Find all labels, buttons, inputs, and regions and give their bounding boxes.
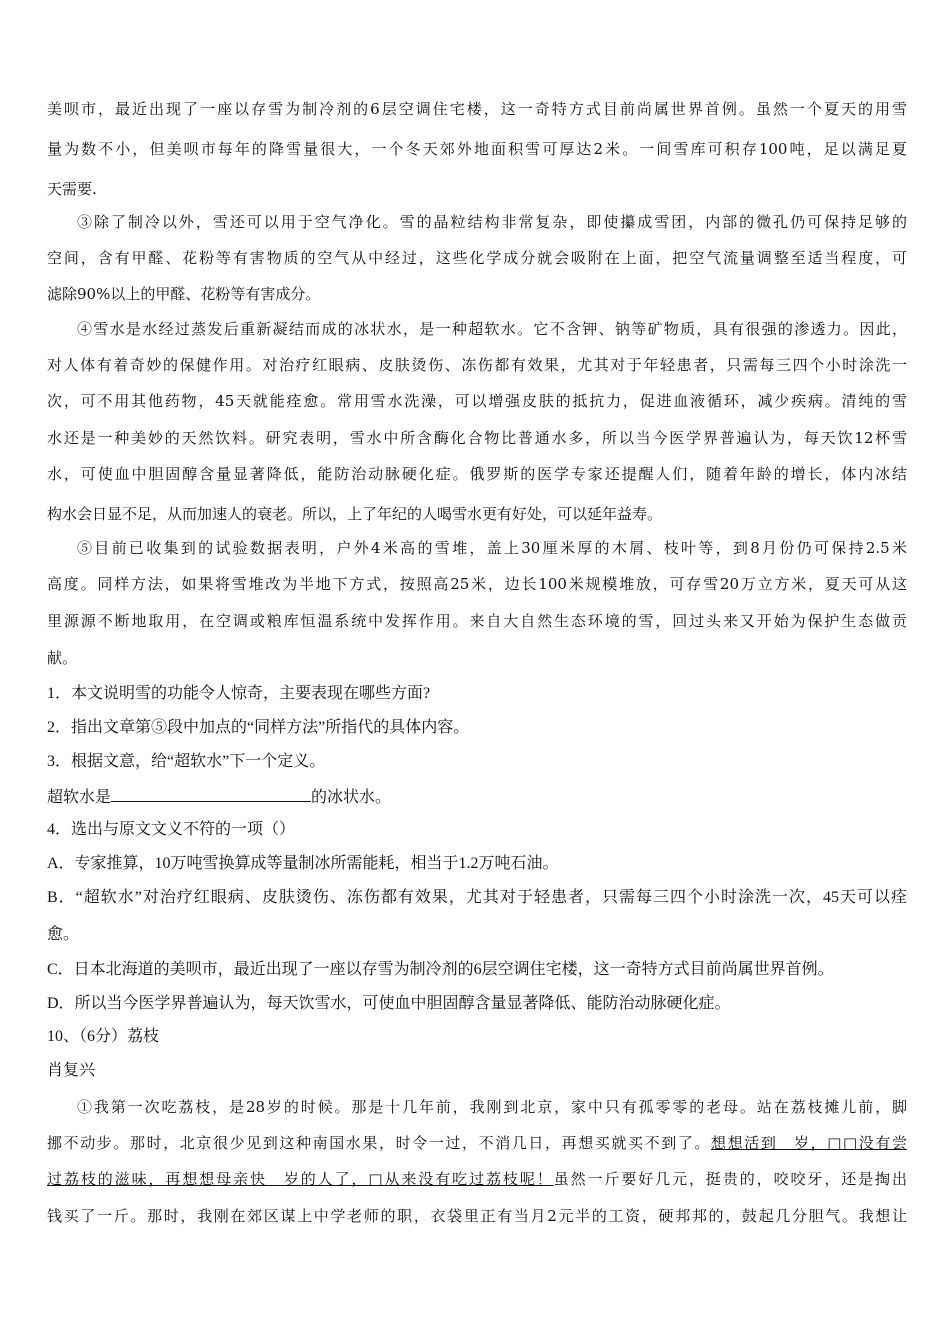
- passage-p5-line1: ⑤目前已收集到的试验数据表明，户外4米高的雪堆，盖上30厘米厚的木屑、枝叶等，到8月份仍可保持2.5米: [77, 539, 907, 557]
- p1-line3-text: 虽然一斤要好几元，挺贵的，咬咬牙，还是掏出: [553, 1170, 907, 1188]
- p1-line3-underlined: 过荔枝的滋味，再想想母亲快 岁的人了，□从来没有吃过荔枝呢！: [47, 1170, 554, 1188]
- passage-p4-line2: 对人体有着奇妙的保健作用。对治疗红眼病、皮肤烫伤、冻伤都有效果，尤其对于年轻患者，只需每三四个小时涂洗一: [47, 356, 907, 374]
- p1-line2-text: 挪不动步。那时，北京很少见到这种南国水果，时令一过，不消几日，再想买就买不到了。: [47, 1134, 712, 1152]
- q3-answer-blank[interactable]: [111, 786, 311, 802]
- passage-p2-line1: 美呗市，最近出现了一座以存雪为制冷剂的6层空调住宅楼，这一奇特方式目前尚属世界首例。虽然一个夏天的用雪: [47, 100, 907, 118]
- passage-p5-line2: 高度。同样方法，如果将雪堆改为半地下方式，按照高25米，边长100米规模堆放，可存雪20万立方米，夏天可从这: [47, 575, 907, 593]
- passage-p5-line4: 献。: [47, 649, 78, 667]
- p1-line2-underlined: 想想活到 岁，□□没有尝: [711, 1134, 907, 1152]
- passage-p4-line3: 次，可不用其他药物，45天就能痊愈。常用雪水洗澡，可以增强皮肤的抵抗力，促进血液循环，减少疾病。清纯的雪: [47, 392, 907, 410]
- passage-p2-line3: 天需要.: [47, 180, 97, 198]
- passage-p4-line1: ④雪水是水经过蒸发后重新凝结而成的冰状水，是一种超软水。它不含钾、钠等矿物质，具有很强的渗透力。因此，: [77, 320, 907, 338]
- section-10-heading: 10、（6分）荔枝: [47, 1028, 160, 1045]
- question-1: 1．本文说明雪的功能令人惊奇，主要表现在哪些方面?: [47, 685, 431, 702]
- passage-p3-line3: 滤除90%以上的甲醛、花粉等有害成分。: [47, 285, 321, 303]
- question-3: 3．根据文意，给“超软水”下一个定义。: [47, 753, 326, 770]
- question-4: 4．选出与原文文义不符的一项（）: [47, 821, 296, 838]
- q3-prefix: 超软水是: [47, 789, 112, 806]
- option-d: D．所以当今医学界普遍认为，每天饮雪水，可使血中胆固醇含量显著降低、能防治动脉硬化症。: [47, 995, 731, 1012]
- question-2: 2．指出文章第⑤段中加点的“同样方法”所指代的具体内容。: [47, 719, 470, 736]
- passage-p4-line4: 水还是一种美妙的天然饮料。研究表明，雪水中所含酶化合物比普通水多，所以当今医学界普遍认为，每天饮12杯雪: [47, 429, 907, 447]
- passage-p3-line2: 空间，含有甲醛、花粉等有害物质的空气从中经过，这些化学成分就会吸附在上面，把空气流量调整至适当程度，可: [47, 249, 907, 267]
- section-10-p1-line2: [47, 1133, 907, 1153]
- option-b-line1: B．“超软水”对治疗红眼病、皮肤烫伤、冻伤都有效果，尤其对于轻患者，只需每三四个小时涂洗一次，45天可以痊: [47, 889, 907, 906]
- option-a: A．专家推算，10万吨雪换算成等量制冰所需能耗，相当于1.2万吨石油。: [47, 855, 559, 872]
- q3-suffix: 的冰状水。: [311, 789, 392, 806]
- passage-p4-line5: 水，可使血中胆固醇含量显著降低，能防治动脉硬化症。俄罗斯的医学专家还提醒人们，随着年龄的增长，体内冰结: [47, 465, 907, 483]
- section-10-p1-line3: [47, 1169, 907, 1189]
- section-10-author: 肖复兴: [47, 1062, 96, 1079]
- section-10-p1-line4: 钱买了一斤。那时，我刚在郊区谋上中学老师的职，衣袋里正有当月2元半的工资，硬邦邦的，鼓起几分胆气。我想让: [47, 1207, 907, 1225]
- question-3-answer-line: [47, 786, 907, 808]
- passage-p4-line6: 构水会日显不足，从而加速人的衰老。所以，上了年纪的人喝雪水更有好处，可以延年益寿。: [47, 505, 663, 523]
- passage-p2-line2: 量为数不小，但美呗市每年的降雪量很大，一个冬天郊外地面积雪可厚达2米。一间雪库可积存100吨，足以满足夏: [47, 140, 907, 158]
- passage-p3-line1: ③除了制冷以外，雪还可以用于空气净化。雪的晶粒结构非常复杂，即使攥成雪团，内部的微孔仍可保持足够的: [77, 213, 907, 231]
- section-10-p1-line1: ①我第一次吃荔枝，是28岁的时候。那是十几年前，我刚到北京，家中只有孤零零的老母。站在荔枝摊儿前，脚: [77, 1098, 907, 1116]
- option-c: C．日本北海道的美呗市，最近出现了一座以存雪为制冷剂的6层空调住宅楼，这一奇特方式目前尚属世界首例。: [47, 961, 834, 978]
- passage-p5-line3: 里源源不断地取用，在空调或粮库恒温系统中发挥作用。来自大自然生态环境的雪，回过头来又开始为保护生态做贡: [47, 612, 907, 630]
- option-b-line2: 愈。: [47, 926, 80, 943]
